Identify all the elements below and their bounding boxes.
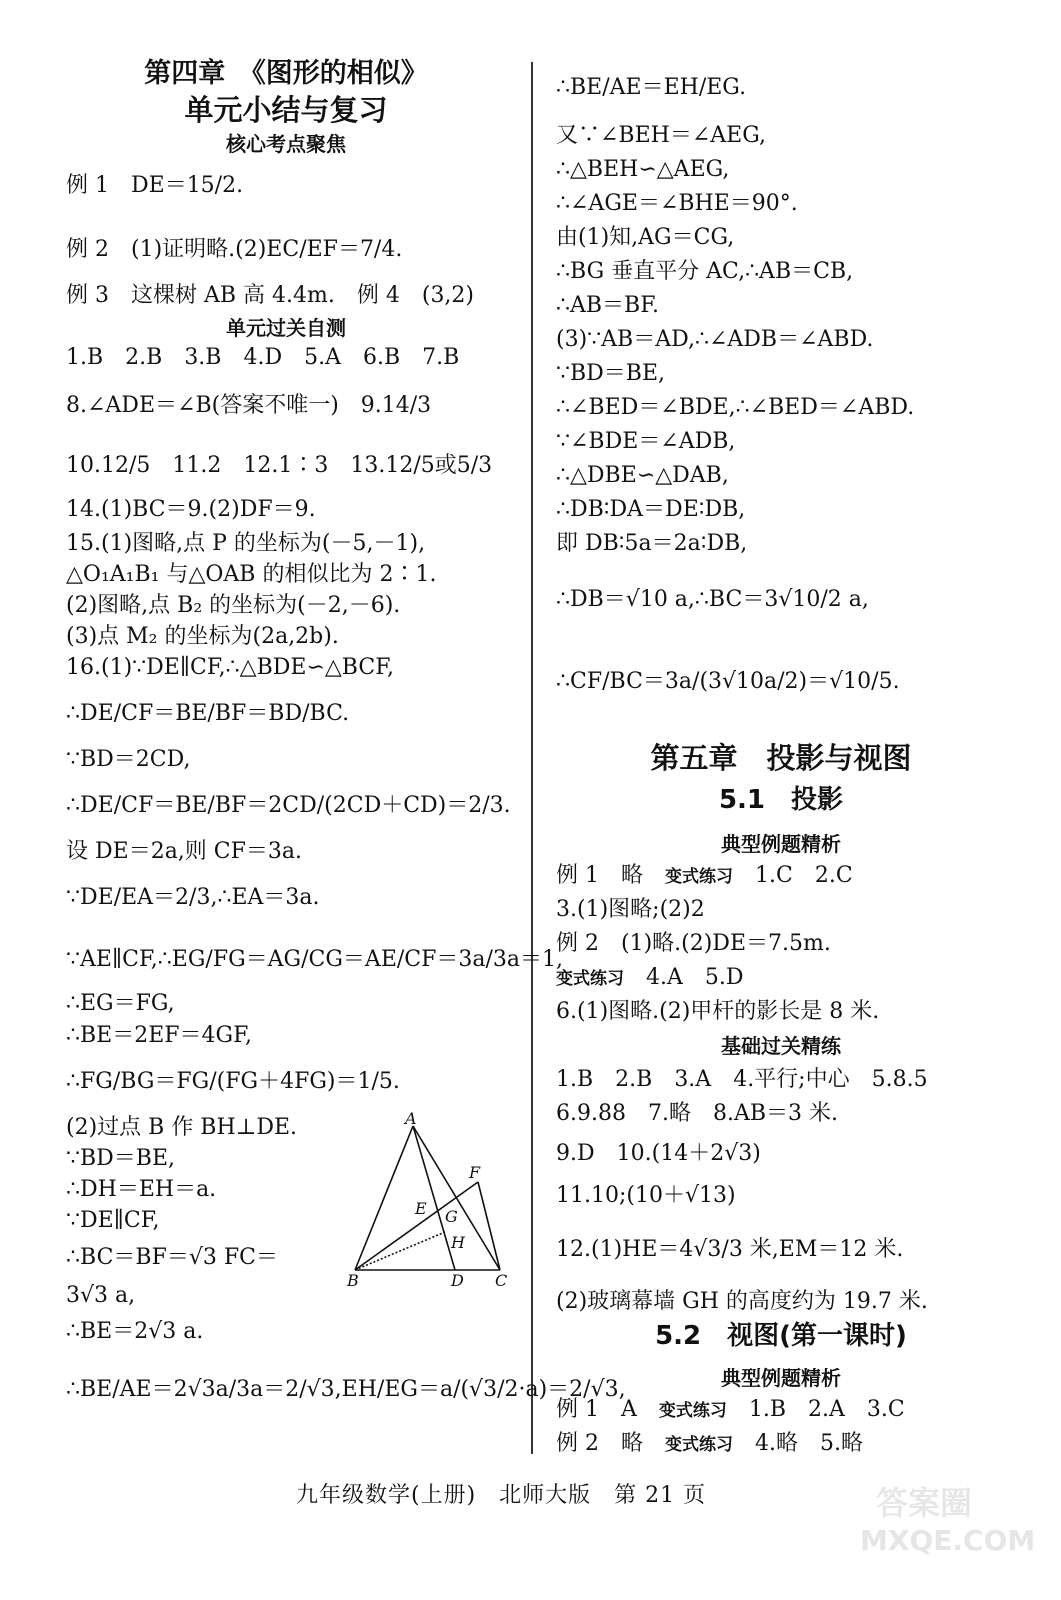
- answer-line: △O₁A₁B₁ 与△OAB 的相似比为 2∶1.: [66, 562, 437, 587]
- answer-line: 3.(1)图略;(2)2: [556, 897, 705, 922]
- answer-line: ∴DE/CF＝BE/BF＝2CD/(2CD＋CD)＝2/3.: [66, 793, 511, 818]
- point-label: B: [347, 1271, 359, 1290]
- answer-line: (3)∵AB＝AD,∴∠ADB＝∠ABD.: [556, 327, 874, 352]
- answer-line: ∴BG 垂直平分 AC,∴AB＝CB,: [556, 259, 854, 284]
- answer-line: 例 3 这棵树 AB 高 4.4m. 例 4 (3,2): [66, 283, 475, 308]
- column-divider: [531, 62, 533, 1454]
- answer-line: (3)点 M₂ 的坐标为(2a,2b).: [66, 624, 339, 649]
- answer-line: 14.(1)BC＝9.(2)DF＝9.: [66, 497, 316, 522]
- answer-text: 4.略 5.略: [733, 1431, 863, 1456]
- answer-text: 1.C 2.C: [733, 863, 853, 888]
- answer-line: 例 2 (1)略.(2)DE＝7.5m.: [556, 931, 831, 956]
- example-label: 例 1 A: [556, 1397, 659, 1422]
- answer-line: 10.12/5 11.2 12.1∶3 13.12/5或5/3: [66, 453, 493, 478]
- answer-line: 例 1 DE＝15/2.: [66, 173, 244, 198]
- answer-line: (2)过点 B 作 BH⊥DE.: [66, 1115, 298, 1140]
- answer-line: ∵∠BDE＝∠ADB,: [556, 429, 736, 454]
- answer-line: (2)玻璃幕墙 GH 的高度约为 19.7 米.: [556, 1289, 928, 1314]
- answer-line: 8.∠ADE＝∠B(答案不唯一) 9.14/3: [66, 393, 432, 418]
- point-label: C: [495, 1271, 508, 1290]
- answer-line: ∴DH＝EH＝a.: [66, 1177, 217, 1202]
- answer-line: 6.9.88 7.略 8.AB＝3 米.: [556, 1101, 838, 1126]
- answer-line: ∴△BEH∽△AEG,: [556, 157, 730, 182]
- page-footer: 九年级数学(上册) 北师大版 第 21 页: [296, 1483, 707, 1508]
- answer-line: ∴DB∶DA＝DE∶DB,: [556, 497, 746, 522]
- answer-line: 由(1)知,AG＝CG,: [556, 225, 735, 250]
- variant-practice-tag: 变式练习: [665, 867, 733, 887]
- answer-line: ∴DB＝√10 a,∴BC＝3√10/2 a,: [556, 587, 869, 612]
- watermark-logo: 答案圈: [876, 1484, 973, 1522]
- answer-line: [556, 1396, 905, 1425]
- answer-line: ∴△DBE∽△DAB,: [556, 463, 729, 488]
- section-5-1-title: 5.1 投影: [718, 785, 844, 815]
- segment-ad: [413, 1126, 455, 1270]
- answer-line: ∴BE/AE＝2√3a/3a＝2/√3,EH/EG＝a/(√3/2·a)＝2/√3,: [66, 1377, 626, 1402]
- point-label: E: [415, 1199, 427, 1218]
- answer-line: 1.B 2.B 3.B 4.D 5.A 6.B 7.B: [66, 345, 460, 370]
- section-basic-practice: 基础过关精练: [721, 1034, 841, 1058]
- answer-text: 1.B 2.A 3.C: [726, 1397, 905, 1422]
- answer-line: 又∵∠BEH＝∠AEG,: [556, 123, 767, 148]
- answer-line: 设 DE＝2a,则 CF＝3a.: [66, 839, 302, 864]
- answer-line: 15.(1)图略,点 P 的坐标为(－5,－1),: [66, 531, 426, 556]
- variant-practice-tag: 变式练习: [556, 969, 624, 989]
- answer-line: ∵AE∥CF,∴EG/FG＝AG/CG＝AE/CF＝3a/3a＝1,: [66, 947, 564, 972]
- answer-line: ∴EG＝FG,: [66, 991, 175, 1016]
- answer-line: ∵BD＝BE,: [556, 361, 666, 386]
- point-label: D: [451, 1271, 464, 1290]
- point-label: H: [451, 1233, 465, 1252]
- answer-text: 4.A 5.D: [624, 965, 744, 990]
- answer-line: [556, 964, 744, 993]
- example-label: 例 1 略: [556, 863, 665, 888]
- section-unit-test: 单元过关自测: [226, 316, 346, 340]
- point-label: G: [445, 1207, 458, 1226]
- point-label: A: [405, 1110, 417, 1128]
- answer-line: ∴∠AGE＝∠BHE＝90°.: [556, 191, 798, 216]
- answer-line: 6.(1)图略.(2)甲杆的影长是 8 米.: [556, 999, 880, 1024]
- variant-practice-tag: 变式练习: [665, 1435, 733, 1455]
- section-typical-examples-2: 典型例题精析: [721, 1366, 841, 1390]
- point-label: F: [469, 1163, 481, 1182]
- section-typical-examples: 典型例题精析: [721, 832, 841, 856]
- answer-line: 例 2 (1)证明略.(2)EC/EF＝7/4.: [66, 237, 403, 262]
- unit-summary-title: 单元小结与复习: [184, 93, 388, 127]
- section-5-2-title: 5.2 视图(第一课时): [655, 1321, 907, 1351]
- answer-line: 11.10;(10＋√13): [556, 1183, 736, 1208]
- answer-line: ∵DE∥CF,: [66, 1208, 160, 1233]
- answer-line: 3√3 a,: [66, 1283, 136, 1308]
- answer-line: 即 DB∶5a＝2a∶DB,: [556, 531, 748, 556]
- section-core-points: 核心考点聚焦: [226, 132, 346, 156]
- chapter-4-title: 第四章 《图形的相似》: [144, 58, 428, 89]
- answer-line: ∴DE/CF＝BE/BF＝BD/BC.: [66, 701, 350, 726]
- answer-line: ∴∠BED＝∠BDE,∴∠BED＝∠ABD.: [556, 395, 915, 420]
- answer-line: 1.B 2.B 3.A 4.平行;中心 5.8.5: [556, 1067, 928, 1092]
- answer-line: ∵BD＝BE,: [66, 1146, 176, 1171]
- variant-practice-tag: 变式练习: [658, 1401, 727, 1421]
- answer-line: [556, 1430, 863, 1459]
- answer-line: ∴AB＝BF.: [556, 293, 660, 318]
- answer-line: 16.(1)∵DE∥CF,∴△BDE∽△BCF,: [66, 655, 395, 680]
- geometry-figure: [345, 1110, 525, 1290]
- answer-line: ∴BE＝2√3 a.: [66, 1319, 204, 1344]
- segment-cf: [478, 1182, 500, 1270]
- answer-line: ∴BE＝2EF＝4GF,: [66, 1023, 252, 1048]
- chapter-5-title: 第五章 投影与视图: [650, 741, 912, 775]
- answer-line: [556, 862, 853, 891]
- watermark-url: MXQE.COM: [860, 1524, 1036, 1557]
- answer-line: 9.D 10.(14＋2√3): [556, 1141, 761, 1166]
- answer-line: ∵BD＝2CD,: [66, 747, 191, 772]
- answer-line: ∴BE/AE＝EH/EG.: [556, 75, 747, 100]
- answer-line: (2)图略,点 B₂ 的坐标为(－2,－6).: [66, 593, 401, 618]
- answer-line: ∵DE/EA＝2/3,∴EA＝3a.: [66, 885, 320, 910]
- example-label: 例 2 略: [556, 1431, 665, 1456]
- answer-line: ∴BC＝BF＝√3 FC＝: [66, 1245, 278, 1270]
- answer-line: 12.(1)HE＝4√3/3 米,EM＝12 米.: [556, 1237, 904, 1262]
- answer-line: ∴CF/BC＝3a/(3√10a/2)＝√10/5.: [556, 669, 900, 694]
- answer-line: ∴FG/BG＝FG/(FG＋4FG)＝1/5.: [66, 1069, 400, 1094]
